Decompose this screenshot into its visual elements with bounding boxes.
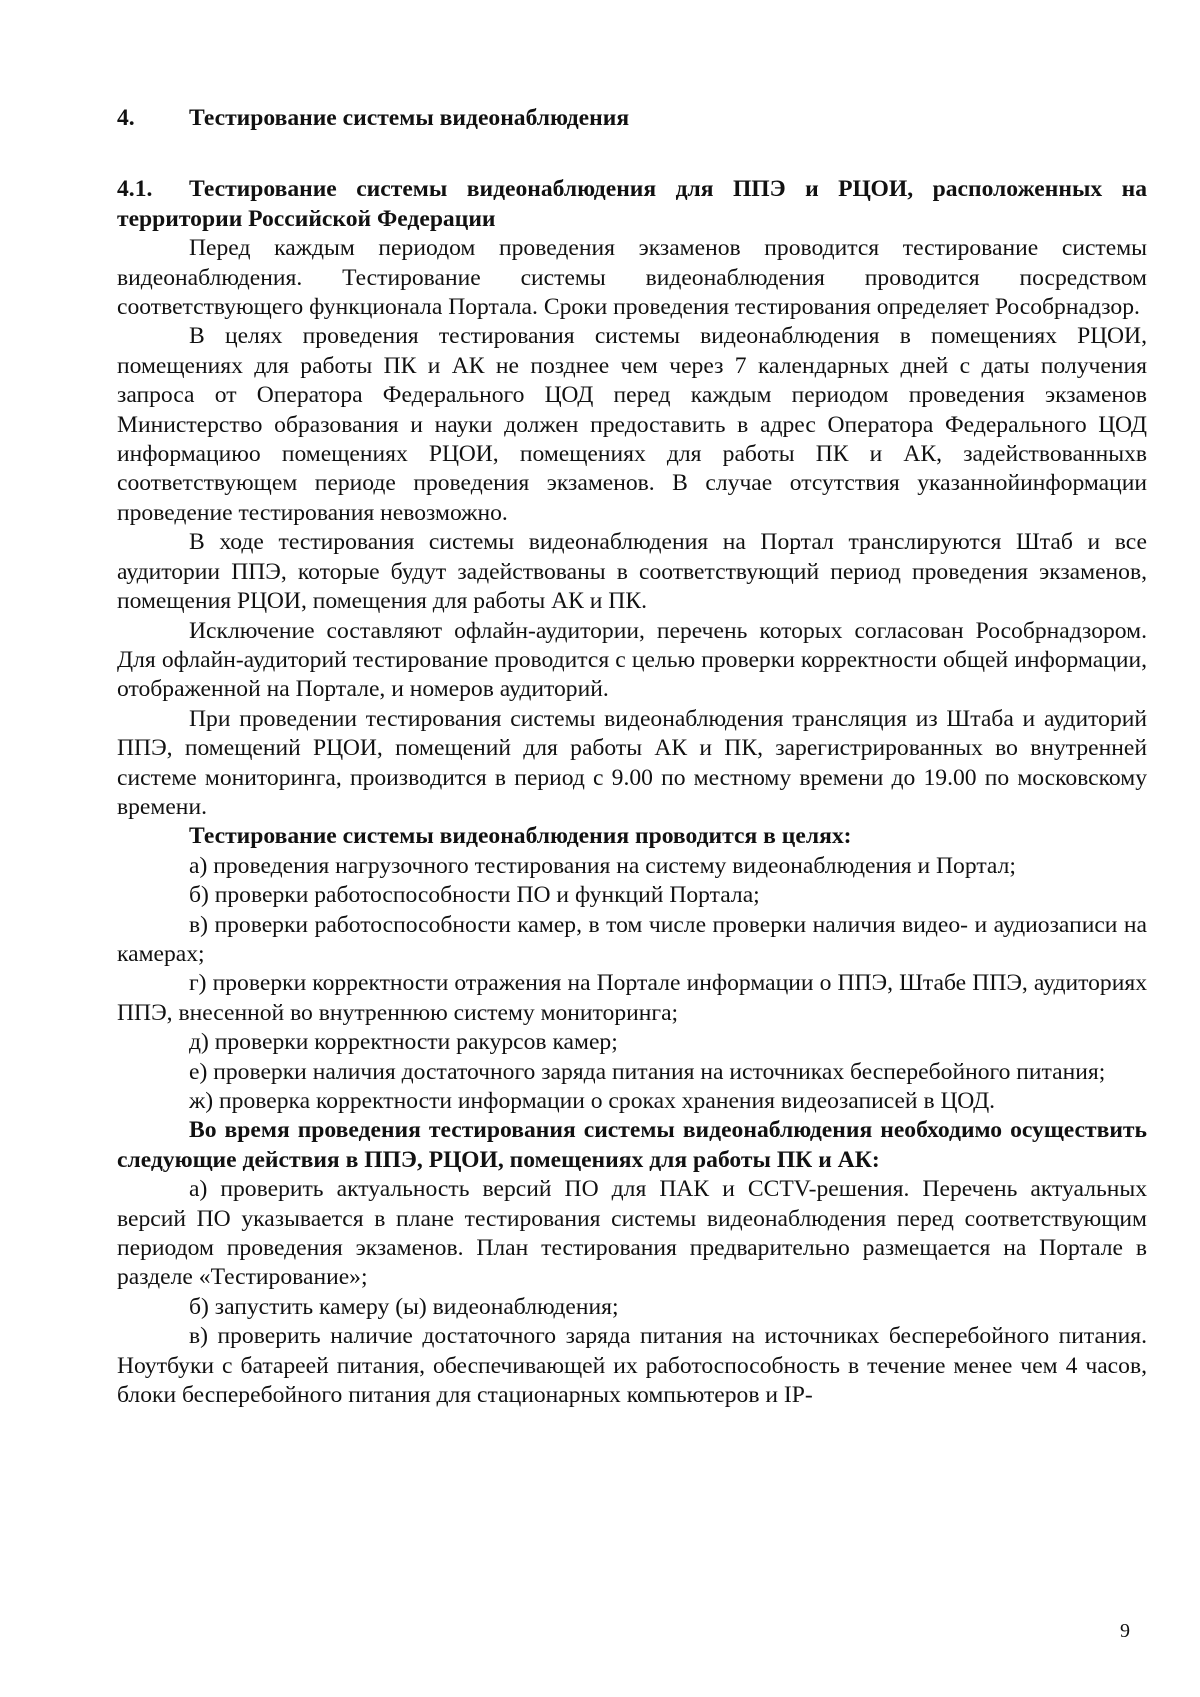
section-title: Тестирование системы видеонаблюдения	[189, 105, 630, 131]
action-item: а) проверить актуальность версий ПО для ПАК и CCTV-решения. Перечень актуальных версий ПО указывается в плане тестирования системы видеонаблюдения перед соответствующим периодом проведения экзаменов. План тестирования предварительно размещается на Портале в разделе «Тестирование»;	[117, 1176, 1147, 1291]
actions-heading: Во время проведения тестирования системы видеонаблюдения необходимо осуществить следующие действия в ППЭ, РЦОИ, помещениях для работы ПК и АК:	[117, 1117, 1147, 1173]
action-item: б) запустить камеру (ы) видеонаблюдения;	[189, 1293, 619, 1320]
page-number: 9	[1120, 1620, 1130, 1642]
goal-item: е) проверки наличия достаточного заряда питания на источниках бесперебойного питания;	[189, 1058, 1106, 1085]
goal-item: в) проверки работоспособности камер, в том числе проверки наличия видео- и аудиозаписи на камерах;	[117, 911, 1147, 967]
goal-item: д) проверки корректности ракурсов камер;	[189, 1029, 618, 1056]
document-page	[117, 104, 1147, 1410]
paragraph: При проведении тестирования системы видеонаблюдения трансляция из Штаба и аудиторий ППЭ, помещений РЦОИ, помещений для работы АК и ПК, зарегистрированных во внутренней системе мониторинга, производится в период с 9.00 по местному времени до 19.00 по московскому времени.	[117, 705, 1147, 820]
paragraph: В целях проведения тестирования системы видеонаблюдения в помещениях РЦОИ, помещениях для работы ПК и АК не позднее чем через 7 календарных дней с даты получения запроса от Оператора Федерального ЦОД перед каждым периодом проведения экзаменов Министерство образования и науки должен предоставить в адрес Оператора Федерального ЦОД информациюо помещениях РЦОИ, помещениях для работы ПК и АК, задействованныхв соответствующем периоде проведения экзаменов. В случае отсутствия указаннойинформации проведение тестирования невозможно.	[117, 323, 1147, 526]
goal-item: г) проверки корректности отражения на Портале информации о ППЭ, Штабе ППЭ, аудиториях ППЭ, внесенной во внутреннюю систему мониторинга;	[117, 970, 1147, 1026]
subsection-title: Тестирование системы видеонаблюдения для ППЭ и РЦОИ, расположенных на территории Российской Федерации	[117, 176, 1147, 232]
section-heading	[117, 104, 1147, 133]
action-item: в) проверить наличие достаточного заряда питания на источниках бесперебойного питания. Ноутбуки с батареей питания, обеспечивающей их работоспособность в течение менее чем 4 часов, блоки бесперебойного питания для стационарных компьютеров и IP-	[117, 1323, 1147, 1409]
goal-item: б) проверки работоспособности ПО и функций Портала;	[189, 882, 760, 909]
paragraph: Перед каждым периодом проведения экзаменов проводится тестирование системы видеонаблюдения. Тестирование системы видеонаблюдения проводится посредством соответствующего функционала Портала. Сроки проведения тестирования определяет Рособрнадзор.	[117, 235, 1147, 321]
goal-item: ж) проверка корректности информации о сроках хранения видеозаписей в ЦОД.	[189, 1088, 996, 1114]
subsection-heading	[117, 175, 1147, 234]
paragraph: Исключение составляют офлайн-аудитории, перечень которых согласован Рособрнадзором. Для офлайн-аудиторий тестирование проводится с целью проверки корректности общей информации, отображенной на Портале, и номеров аудиторий.	[117, 617, 1147, 703]
goal-item: а) проведения нагрузочного тестирования на систему видеонаблюдения и Портал;	[189, 852, 1016, 879]
section-number: 4.	[117, 105, 135, 131]
subsection-number: 4.1.	[117, 176, 153, 203]
goals-heading: Тестирование системы видеонаблюдения проводится в целях:	[189, 823, 852, 850]
paragraph: В ходе тестирования системы видеонаблюдения на Портал транслируются Штаб и все аудитории ППЭ, которые будут задействованы в соответствующий период проведения экзаменов, помещения РЦОИ, помещения для работы АК и ПК.	[117, 529, 1147, 615]
